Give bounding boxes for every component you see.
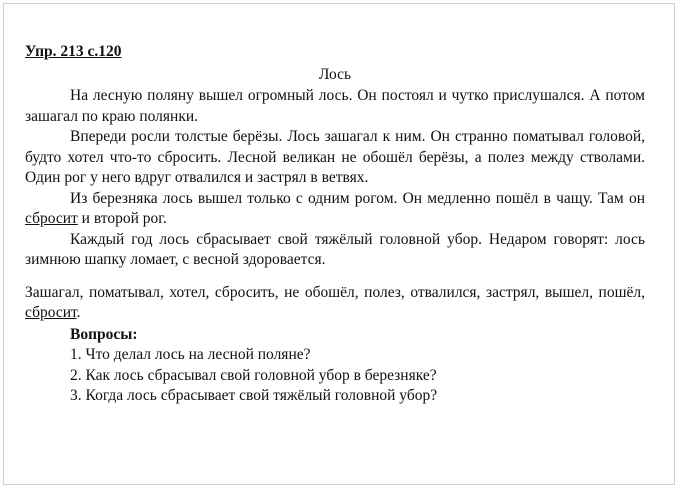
text-title: Лось: [318, 65, 352, 83]
paragraph-3: [25, 189, 645, 230]
underlined-word: сбросит: [25, 210, 78, 227]
document: [25, 42, 645, 407]
word-list-start: Зашагал, поматывал, хотел, сбросить, не обошёл, полез, отвалился, застрял, вышел, пошёл,: [25, 283, 645, 301]
paragraph-3-end: и второй рог.: [77, 210, 167, 227]
paragraph-2: Впереди росли толстые берёзы. Лось зашагал к ним. Он странно поматывал головой, будто хотел что-то сбросить. Лесной великан не обошёл берёзы, а полез между стволами. Один рог у него вдруг отвалился и застрял в ветвях.: [25, 128, 645, 186]
paragraph-4: Каждый год лось сбрасывает свой тяжёлый головной убор. Недаром говорят: лось зимнюю шапку ломает, с весной здоровается.: [25, 230, 645, 268]
exercise-heading: Упр. 213 с.120: [25, 43, 122, 60]
question-3: 3. Когда лось сбрасывает свой тяжёлый головной убор?: [70, 387, 438, 404]
paragraph-3-start: Из березняка лось вышел только с одним рогом. Он медленно пошёл в чащу. Там он: [70, 189, 645, 207]
word-list-underlined: сбросит: [25, 304, 77, 321]
word-list: [25, 283, 645, 324]
paragraph-1: На лесную поляну вышел огромный лось. Он постоял и чутко прислушался. А потом зашагал по краю полянки.: [25, 87, 645, 125]
word-list-end: .: [76, 304, 81, 321]
question-1: 1. Что делал лось на лесной поляне?: [70, 346, 311, 363]
questions-heading: Вопросы:: [70, 325, 138, 343]
question-2: 2. Как лось сбрасывал свой головной убор в березняке?: [70, 366, 437, 384]
